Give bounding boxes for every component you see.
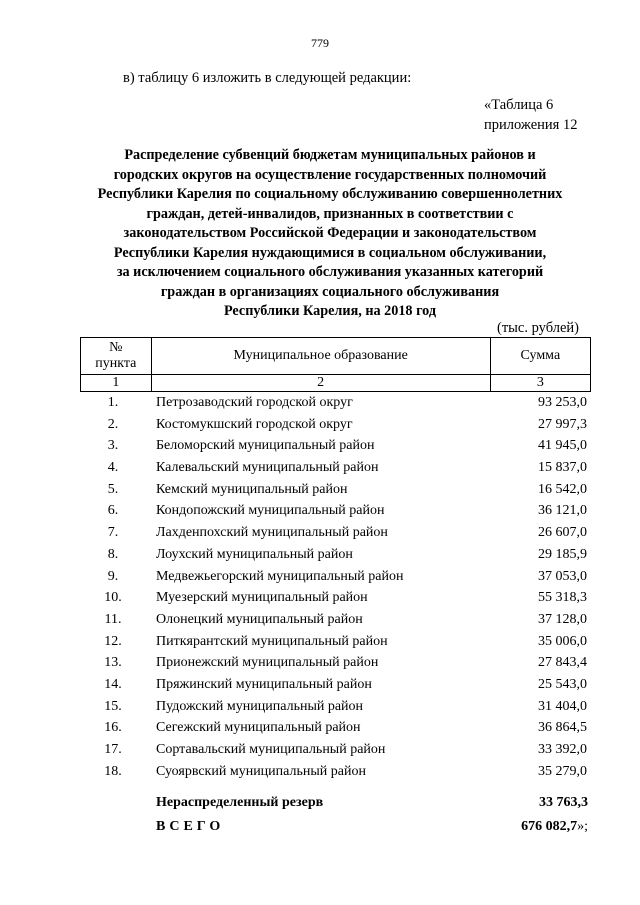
table-reference-line-2: приложения 12 [484,117,578,133]
col-number-1: 1 [81,375,152,392]
row-number: 13. [104,655,122,671]
title-line: граждан, детей-инвалидов, признанных в соответствии с [146,205,514,222]
table-row [80,436,591,458]
table-row [80,480,591,502]
row-name: Беломорский муниципальный район [156,438,375,454]
table-reference [484,95,577,135]
row-amount: 36 864,5 [538,720,587,736]
table-row [80,762,591,784]
row-number: 8. [107,546,119,562]
table-body [80,393,591,783]
row-amount: 35 006,0 [538,633,587,649]
table-row [80,740,591,762]
row-amount: 93 253,0 [538,395,587,410]
row-number: 9. [107,568,119,584]
row-name: Лахденпохский муниципальный район [156,525,388,541]
total-suffix: »; [577,819,588,834]
row-name: Олонецкий муниципальный район [156,611,363,627]
row-amount: 25 543,0 [538,676,587,692]
row-number: 5. [107,481,119,497]
row-amount: 16 542,0 [538,481,587,497]
table-row [80,632,591,654]
total-amount: 676 082,7 [521,819,578,834]
table-row [80,393,591,415]
row-amount: 15 837,0 [538,460,587,476]
row-amount: 27 843,4 [538,655,587,671]
row-name: Костомукшский городской округ [156,416,353,432]
table-row [80,415,591,437]
row-name: Питкярантский муниципальный район [156,633,388,649]
title-line: Республики Карелия по социальному обслуживанию совершеннолетних [97,186,563,202]
row-number: 11. [104,611,122,627]
title-line: за исключением социального обслуживания указанных категорий [116,264,544,280]
total-label: ВСЕГО [156,819,225,834]
row-name: Прионежский муниципальный район [156,655,379,671]
row-amount: 37 128,0 [538,611,587,627]
row-amount: 37 053,0 [538,568,587,584]
header-name: Муниципальное образование [151,338,490,375]
row-number: 10. [104,590,122,606]
title-line: законодательством Российской Федерации и законодательством [123,225,537,241]
row-name: Сегежский муниципальный район [156,720,361,736]
row-number: 15. [104,698,122,714]
row-amount: 33 392,0 [538,742,587,757]
table-row [80,458,591,480]
row-name: Калевальский муниципальный район [156,460,379,476]
header-num-line-2: пункта [95,356,137,371]
row-number: 3. [107,438,119,454]
table-reference-line-1: «Таблица 6 [484,97,554,113]
header-num-line-1: № [109,340,123,355]
row-number: 7. [107,525,119,541]
row-number: 2. [107,416,119,432]
reserve-label: Нераспределенный резерв [156,795,324,810]
col-number-2: 2 [151,375,490,392]
row-name: Сортавальский муниципальный район [156,742,386,757]
row-name: Суоярвский муниципальный район [156,763,366,779]
row-number: 14. [104,676,122,692]
row-number: 18. [104,763,122,779]
total-value [521,819,588,835]
table-row [80,567,591,589]
row-amount: 55 318,3 [538,590,587,606]
table-row [80,653,591,675]
row-name: Лоухский муниципальный район [156,546,353,562]
table-row [80,545,591,567]
table-header [80,337,591,392]
row-name: Петрозаводский городской округ [156,395,353,410]
row-name: Медвежьегорский муниципальный район [156,568,404,584]
row-amount: 35 279,0 [538,763,587,779]
row-amount: 26 607,0 [538,525,587,541]
table-row [80,697,591,719]
table-row [80,588,591,610]
row-number: 1. [107,395,119,410]
title-line: Распределение субвенций бюджетам муниципальных районов и [124,147,536,163]
row-amount: 27 997,3 [538,416,587,432]
table-row [80,501,591,523]
header-amount: Сумма [490,338,590,375]
row-name: Пряжинский муниципальный район [156,676,372,692]
header-num [81,338,152,375]
title-line: граждан в организациях социального обслуживания [160,283,500,300]
reserve-amount: 33 763,3 [539,795,588,810]
table-row [80,610,591,632]
row-name: Кемский муниципальный район [156,481,348,497]
title-line: городских округов на осуществление государственных полномочий [113,166,547,183]
row-number: 17. [104,742,122,757]
title-line: Республики Карелия, на 2018 год [223,303,437,319]
title-line: Республики Карелия нуждающимися в социальном обслуживании, [113,244,547,261]
row-number: 6. [107,503,119,519]
table-row [80,523,591,545]
page-number: 779 [311,36,329,50]
unit-label: (тыс. рублей) [497,320,579,336]
row-name: Пудожский муниципальный район [156,698,364,714]
row-number: 12. [104,633,122,649]
row-amount: 31 404,0 [538,698,587,714]
row-amount: 41 945,0 [538,438,587,454]
document-title [70,146,590,322]
row-amount: 36 121,0 [538,503,587,519]
row-number: 16. [104,720,122,736]
row-amount: 29 185,9 [538,546,587,562]
row-name: Кондопожский муниципальный район [156,503,385,519]
col-number-3: 3 [490,375,590,392]
table-row [80,675,591,697]
intro-text: в) таблицу 6 изложить в следующей редакции: [123,70,412,86]
table-row [80,718,591,740]
row-name: Муезерский муниципальный район [156,590,368,606]
row-number: 4. [107,460,119,476]
